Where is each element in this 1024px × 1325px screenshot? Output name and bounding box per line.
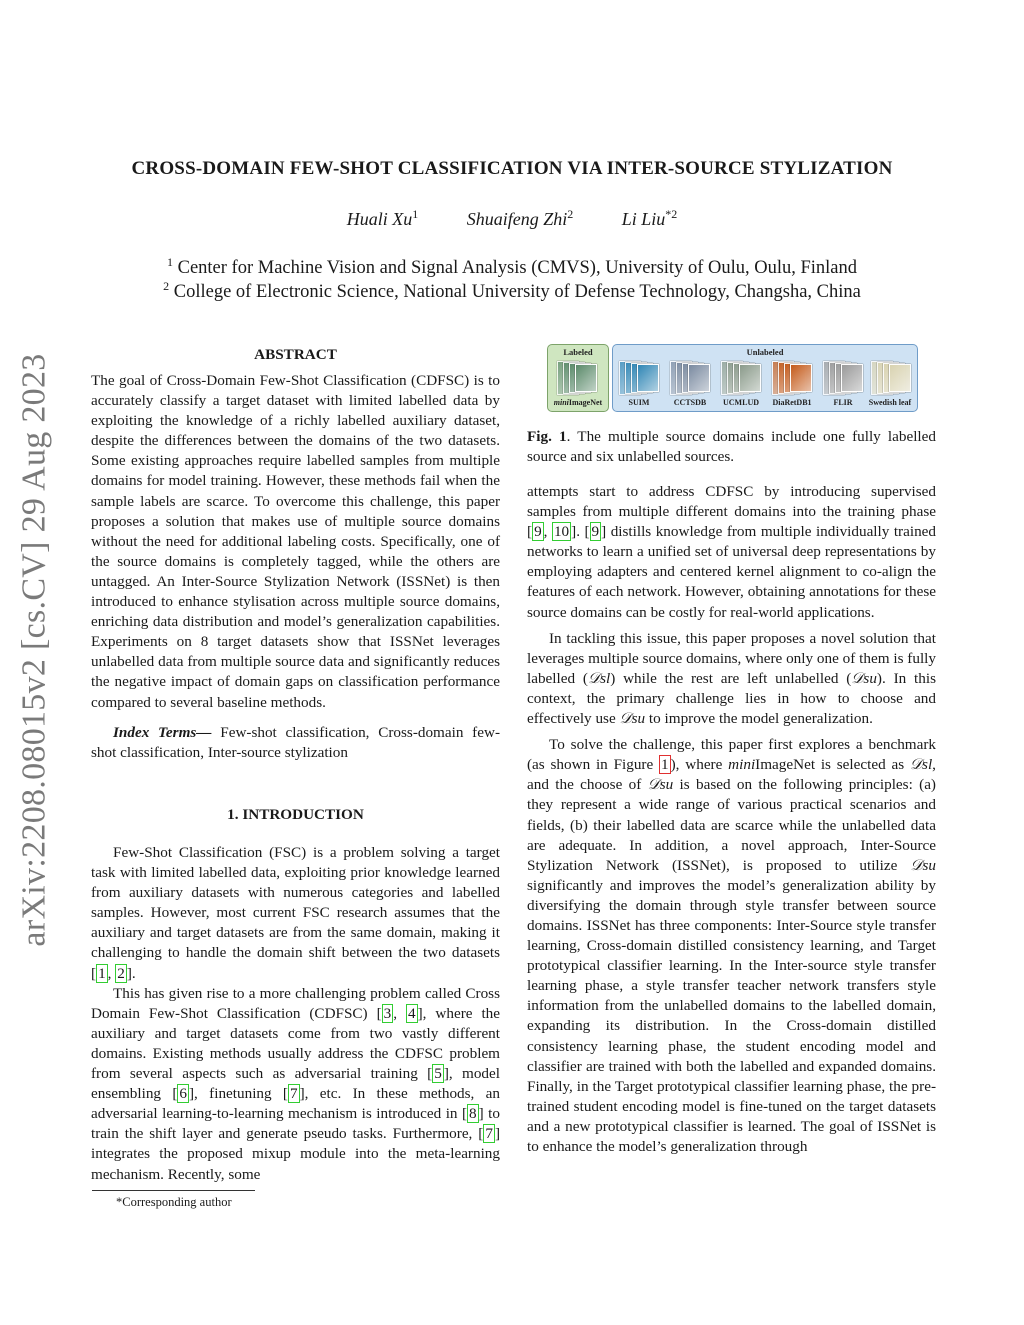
dataset-name: FLIR (833, 398, 853, 407)
citation-link[interactable]: 9 (534, 523, 542, 541)
citation-link[interactable]: 6 (179, 1085, 187, 1103)
right-column-body (527, 482, 936, 1157)
figure-unlabeled-sources-panel (612, 344, 918, 412)
figure-reference-link[interactable]: 1 (661, 756, 669, 774)
affiliation: $^1$ Center for Machine Vision and Signal Analysis (CMVS), University of Oulu, Oulu, Finland (166, 255, 858, 279)
abstract-heading: ABSTRACT (254, 346, 337, 363)
author: Li Liu$^{*2}$ (621, 207, 678, 229)
footnote-rule (92, 1190, 255, 1191)
index-terms: Index Terms— Few-shot classification, Cross-domain few-shot classification, Inter-source stylization (91, 723, 501, 761)
swedish-leaf-thumbnail (871, 361, 911, 395)
sample-image-card (889, 364, 911, 392)
citation-link[interactable]: 1 (98, 964, 106, 982)
dataset-name: CCTSDB (673, 398, 707, 407)
introduction-body (91, 843, 500, 1185)
figure-caption: Fig. 1. The multiple source domains include one fully labelled source and six unlabelled sources. (527, 428, 936, 466)
citation-link[interactable]: 7 (485, 1125, 493, 1143)
affiliation: $^2$ College of Electronic Science, National University of Defense Technology, Changsha, China (163, 279, 861, 303)
sample-image-card (688, 364, 710, 392)
author-list (60, 207, 964, 230)
footnote: *Corresponding author (116, 1195, 232, 1209)
citation-link[interactable]: 10 (553, 523, 570, 541)
diaretdb1-thumbnail (772, 361, 812, 395)
dataset-name: UCMLUD (723, 398, 759, 407)
paragraph: attempts start to address CDFSC by introducing supervised samples from multiple different domains into the training phase [ 9 , 10 ]. [ 9 ] distills knowledge from multiple individually trained networks to learn a unified set of universal deep representations by employing adapters and centered kernel alignment to co-align the features of each network. However, obtaining annotations for these source domains can be costly for real-world applications. (527, 483, 936, 621)
miniimagenet-thumbnail (557, 361, 597, 395)
cctsdb-thumbnail (670, 361, 710, 395)
citation-link[interactable]: 7 (289, 1085, 298, 1103)
sample-image-card (739, 364, 761, 392)
dataset-name: DiaRetDB1 (772, 398, 812, 407)
citation-link[interactable]: 3 (383, 1004, 392, 1022)
abstract-body (91, 371, 500, 763)
intro-paragraph-2: This has given rise to a more challenging problem called Cross Domain Few-Shot Classification (CDFSC) [ 3 , 4 ], where the auxiliary and target datasets come from two vastly different domains. Existing methods usually address the CDFSC problem from several aspects such as adversarial training [ 5 ], model ensembling [ 6 ], finetuning [ 7 ], etc. In these methods, an adversarial learning-to-learning mechanism is introduced in [ 8 ] to train the shift layer and generate pseudo tasks. Furthermore, [ 7 ] integrates the proposed mixup module into the meta-learning mechanism. Recently, some (91, 984, 501, 1183)
citation-link[interactable]: 2 (117, 964, 125, 982)
abstract-text: The goal of Cross-Domain Few-Shot Classification (CDFSC) is to accurately classify a target dataset with limited labelled data by exploiting the knowledge of a richly labelled auxiliary dataset, despite the differences between the domains of the two datasets. Some existing approaches require labelled samples from multiple domains for model training. However, these methods fail when the sample labels are scarce. To overcome this challenge, this paper proposes a solution that makes use of multiple source domains without the need for additional labeling costs. Specifically, one of the source domains is completely tagged, while the others are untagged. An Inter-Source Stylization Network (ISSNet) is then introduced to enhance stylisation across multiple source domains, enriching data distribution and model’s generalization capabilities. Experiments on 8 target datasets show that ISSNet leverages unlabelled data from multiple source data and significantly reduces the negative impact of domain gaps on classification performance compared to several baseline methods. (91, 372, 500, 711)
sample-image-card (637, 364, 659, 392)
section-heading-introduction: 1. INTRODUCTION (227, 806, 364, 823)
arxiv-sidebar-identifier (12, 340, 58, 960)
dataset-name: Swedish leaf (868, 398, 912, 407)
sample-image-card (790, 364, 812, 392)
sample-image-card (575, 364, 597, 392)
citation-link[interactable]: 9 (591, 523, 600, 541)
citation-link[interactable]: 8 (469, 1105, 477, 1123)
ucmlud-thumbnail (721, 361, 761, 395)
flir-thumbnail (823, 361, 863, 395)
arxiv-id-text: arXiv:2208.08015v2 [cs.CV] 29 Aug 2023 (16, 353, 54, 947)
dataset-name: SUIM (628, 398, 650, 407)
labeled-panel-title: Labeled (563, 347, 593, 357)
unlabeled-panel-title: Unlabeled (746, 347, 784, 357)
dataset-name: miniImageNet (553, 398, 603, 407)
author: Huali Xu$^1$ (346, 207, 419, 229)
sample-image-card (841, 364, 863, 392)
citation-link[interactable]: 4 (408, 1004, 416, 1022)
citation-link[interactable]: 5 (434, 1065, 442, 1083)
intro-paragraph-1: Few-Shot Classification (FSC) is a problem solving a target task with limited labelled data, exploiting prior knowledge learned from auxiliary datasets with numerous categories and labelled samples. However, most current FSC research assumes that the auxiliary and target datasets are from the same domain, making it challenging to handle the domain shift between the two datasets [ 1 , 2 ]. (91, 844, 500, 982)
paper-title: CROSS-DOMAIN FEW-SHOT CLASSIFICATION VIA INTER-SOURCE STYLIZATION (131, 158, 893, 179)
paragraph: In tackling this issue, this paper proposes a novel solution that leverages multiple source domains, where only one of them is fully labelled (𝒟sl) while the rest are left unlabelled (𝒟su). In this context, the primary challenge lies in how to choose and effectively use 𝒟su to improve the model generalization. (527, 629, 937, 728)
author: Shuaifeng Zhi$^2$ (466, 207, 574, 229)
figure-labeled-source-panel (547, 344, 609, 412)
paragraph: To solve the challenge, this paper first explores a benchmark (as shown in Figure 1 ), where miniImageNet is selected as 𝒟sl, and the choose of 𝒟su is based on the following principles: (a) they represent a wide range of various practical scenarios and fields, (b) their labelled data are scarce while the unlabelled data are adequate. In addition, a novel approach, Inter-Source Stylization Network (ISSNet), is proposed to utilize 𝒟su significantly and improves the model’s generalization ability by diversifying the domain through style transfer between source domains. ISSNet has three components: Inter-Source style transfer learning, Cross-domain distilled consistency learning, and Target prototypical classifier learning. In the Inter-source style transfer learning phase, a style transfer teacher network transfers style information from the unlabelled domains to the labelled domain, expanding its distribution. In the Cross-domain distilled consistency learning phase, the student encoding model and classifier are trained with both the labelled and expanded domains. Finally, in the Target prototypical classifier learning phase, the pre-trained student encoding model is fine-tuned on the target datasets and a new prototypical classifier is learned. The goal of ISSNet is to enhance the model’s generalization through (527, 736, 936, 1155)
suim-thumbnail (619, 361, 659, 395)
